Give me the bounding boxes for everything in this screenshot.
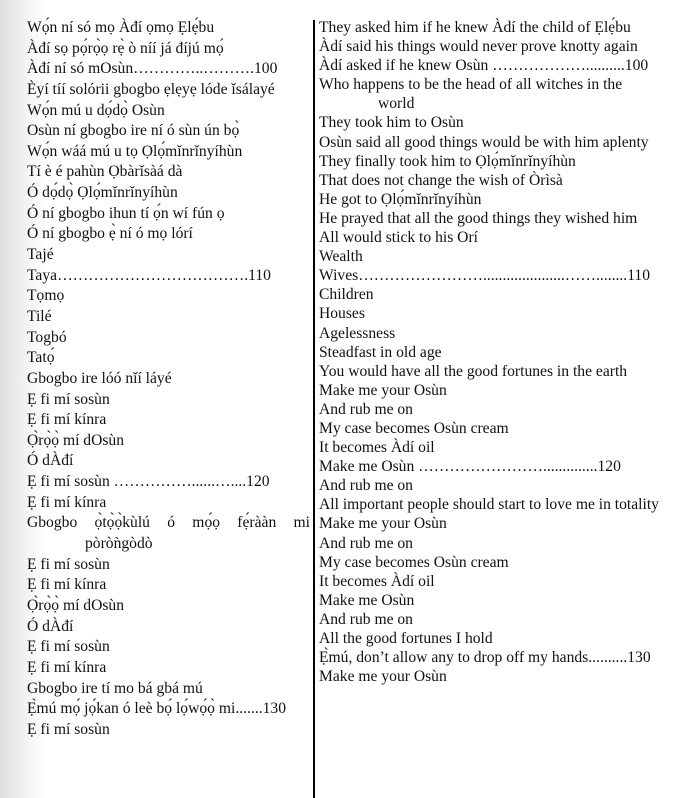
- translation-line: Children: [319, 286, 374, 304]
- translation-line: That does not change the wish of Òrìsà: [319, 171, 563, 189]
- translation-line: It becomes Àdí oil: [319, 572, 435, 590]
- translation-line: All important people should start to love me in totality: [319, 496, 659, 514]
- translation-line: Osùn said all good things would be with him aplenty: [319, 133, 649, 151]
- verse-line: Tọmọ: [27, 287, 65, 305]
- translation-line-numbered-120: Make me Osùn ……………………..............120: [319, 458, 621, 476]
- translation-line: And rub me on: [319, 477, 413, 495]
- verse-line: Ẹ fi mí sosùn: [27, 555, 110, 573]
- verse-line: Ẹ fi mí kínra: [27, 658, 107, 676]
- yoruba-text-column: [27, 18, 310, 740]
- verse-line: Ó dÀđí: [27, 452, 74, 470]
- translation-line: And rub me on: [319, 400, 413, 418]
- verse-line: Wọ́n mú u dọ́dọ̀ Osùn: [27, 101, 165, 119]
- translation-line: Make me your Osùn: [319, 381, 447, 399]
- translation-line: And rub me on: [319, 534, 413, 552]
- translation-line: Àdí said his things would never prove knotty again: [319, 38, 638, 56]
- translation-line: And rub me on: [319, 610, 413, 628]
- verse-line: Gbogbo ire tí mo bá gbá mú: [27, 679, 203, 697]
- verse-line: Ó dÀđí: [27, 617, 74, 635]
- translation-line: Make me your Osùn: [319, 668, 447, 686]
- verse-line: Tatọ́: [27, 349, 55, 367]
- translation-line-first-part: Who happens to be the head of all witches in the: [319, 76, 623, 94]
- verse-line: Èyí tíí solórii gbogbo ẹlẹyẹ lóde ǐsálayé: [27, 80, 275, 98]
- verse-line-wrapped: [27, 513, 310, 554]
- translation-line: My case becomes Osùn cream: [319, 553, 509, 571]
- verse-line: Ọ̀rọ̀ọ̀ mí dOsùn: [27, 431, 125, 449]
- verse-line-first-part: Gbogbo ọ̀tọ̀ọ̀kùlú ó mọ́ọ fẹ́rààn mi: [27, 514, 310, 532]
- translation-line-numbered-100: Àdí asked if he knew Osùn ………………..........100: [319, 57, 649, 75]
- verse-line: Ẹ fi mí kínra: [27, 576, 107, 594]
- translation-line: Houses: [319, 305, 365, 323]
- verse-line: Wọ́n wáá mú u tọ Ọlọ́mǐnrǐnyíhùn: [27, 142, 243, 160]
- verse-line: Àđí sọ pọ́rọ̀ọ rẹ̀ ò níí já đíjú mọ́: [27, 39, 224, 57]
- translation-line: He got to Ọlọ́mǐnrǐnyíhùn: [319, 190, 482, 208]
- verse-line: Ẹ fi mí sosùn: [27, 390, 110, 408]
- translation-line-numbered-130: Ẹ̀mú, don’t allow any to drop off my hands..........130: [319, 649, 651, 667]
- verse-line: Ọ̀rọ̀ọ̀ mí dOsùn: [27, 596, 125, 614]
- translation-line: You would have all the good fortunes in the earth: [319, 362, 628, 380]
- verse-line: Ẹ fi mí kínra: [27, 493, 107, 511]
- verse-line-numbered-130: Ẹ̀mú mọ́ jọ́kan ó leè bọ́ lọ́wọ́ọ̀ mi.......130: [27, 700, 287, 718]
- verse-line: Ẹ fi mí sosùn: [27, 638, 110, 656]
- translation-line: Make me Osùn: [319, 591, 415, 609]
- translation-line: My case becomes Osùn cream: [319, 419, 509, 437]
- translation-line: It becomes Àdí oil: [319, 439, 435, 457]
- verse-line: Wọ́n ní só mọ Àđí ọmọ Ẹlẹ́bu: [27, 19, 215, 36]
- verse-line-numbered-100: Àđí ní só mOsùn…………..……….100: [27, 60, 278, 78]
- verse-line: Ẹ fi mí sosùn: [27, 720, 110, 738]
- verse-line: Gbogbo ire lóó nǐí láyé: [27, 369, 172, 387]
- verse-line-continuation: pòròǹgòdò: [85, 535, 153, 553]
- translation-line: They asked him if he knew Àdí the child of Ẹlẹ́bu: [319, 19, 631, 36]
- column-divider: [313, 20, 315, 798]
- verse-line: Ó ní gbogbo ẹ̀ ní ó mọ lórí: [27, 225, 193, 243]
- verse-line: Togbó: [27, 328, 67, 346]
- english-translation-column: [319, 18, 684, 686]
- translation-line: They finally took him to Ọlọ́mǐnrǐnyíhùn: [319, 152, 576, 170]
- translation-line: Steadfast in old age: [319, 343, 442, 361]
- verse-line: Tajé: [27, 246, 54, 264]
- verse-line-numbered-120: Ẹ fi mí sosùn ……………......…....120: [27, 473, 270, 491]
- translation-line: All would stick to his Orí: [319, 229, 478, 247]
- translation-line-wrapped: [319, 75, 684, 113]
- verse-line-numbered-110: Taya……………………………….110: [27, 266, 271, 284]
- translation-line-numbered-110: Wives…………………….....................……........110: [319, 267, 651, 285]
- translation-line: They took him to Osùn: [319, 114, 464, 132]
- translation-line: Agelessness: [319, 324, 396, 342]
- verse-line: Ó dọ́dọ̀ Ọlọ́mǐnrǐnyíhùn: [27, 184, 178, 202]
- translation-line: Make me your Osùn: [319, 515, 447, 533]
- verse-line: Ó ní gbogbo ihun tí ọ́n wí fún ọ: [27, 204, 225, 222]
- verse-line: Ẹ fi mí kínra: [27, 411, 107, 429]
- verse-line: Osùn ní gbogbo ire ní ó sùn ún bọ̀: [27, 122, 240, 140]
- translation-line-continuation: world: [378, 95, 415, 113]
- verse-line: Tí è é pahùn Ọbàrǐsàá dà: [27, 163, 183, 181]
- verse-line: Tilé: [27, 307, 52, 325]
- translation-line: All the good fortunes I hold: [319, 630, 493, 647]
- translation-line: He prayed that all the good things they wished him: [319, 209, 638, 227]
- translation-line: Wealth: [319, 248, 363, 266]
